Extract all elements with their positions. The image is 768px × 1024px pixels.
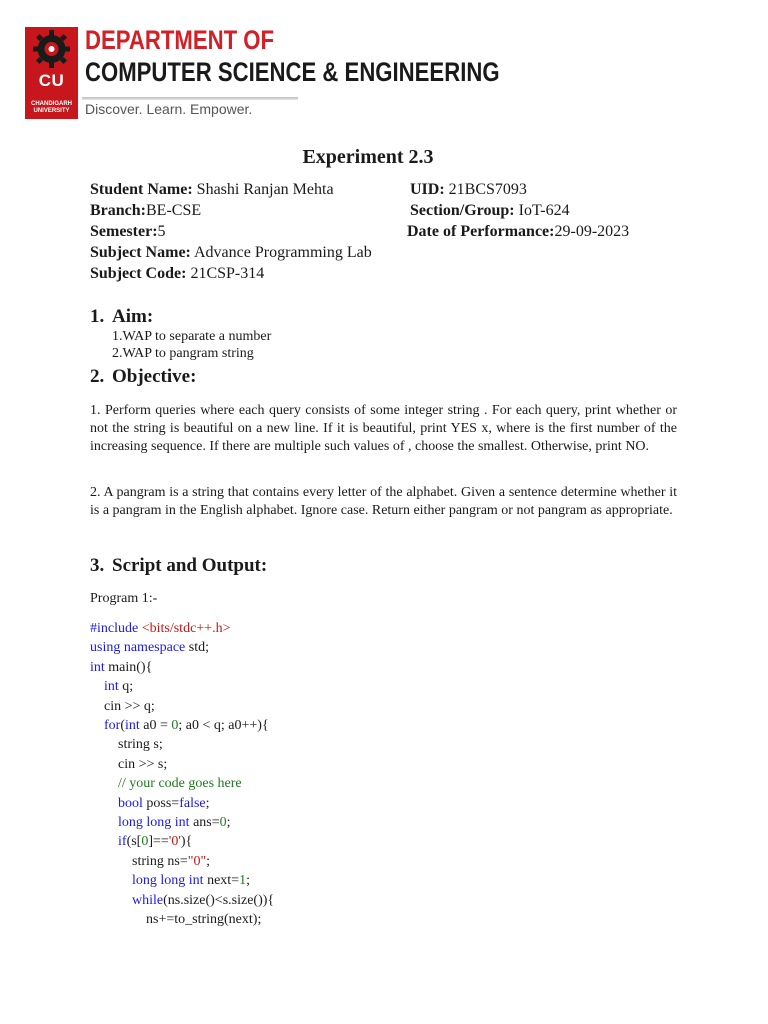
code-token: ( xyxy=(120,718,125,733)
code-token xyxy=(90,834,118,849)
code-line xyxy=(90,757,167,773)
code-line xyxy=(90,640,209,656)
branch-row xyxy=(90,201,201,221)
branch-label: Branch: xyxy=(90,202,146,219)
script-heading-number: 3. xyxy=(90,555,105,576)
uid-label: UID: xyxy=(410,181,445,198)
university-logo xyxy=(25,27,78,119)
code-token: long long int xyxy=(132,873,208,889)
code-token: 0 xyxy=(141,834,149,850)
code-token: for xyxy=(104,718,121,733)
code-line xyxy=(90,776,242,792)
logo-university-line1: CHANDIGARH xyxy=(31,101,72,107)
code-line xyxy=(90,834,192,850)
subject-code-label: Subject Code: xyxy=(90,265,187,282)
code-token: false xyxy=(179,795,206,811)
date-of-performance-label: Date of Performance: xyxy=(407,223,555,240)
section-label: Section/Group: xyxy=(410,202,515,219)
code-token: ; xyxy=(205,795,210,811)
aim-heading-text: Aim: xyxy=(112,306,154,327)
script-heading-text: Script and Output: xyxy=(112,555,268,576)
code-token: a0 = xyxy=(143,718,172,733)
section-value: IoT-624 xyxy=(514,202,570,219)
subject-name-label: Subject Name: xyxy=(90,244,191,261)
code-token: ]== xyxy=(148,834,169,850)
code-token: "0" xyxy=(187,853,207,869)
code-token: string s; xyxy=(90,737,163,753)
uid-value: 21BCS7093 xyxy=(444,181,527,198)
code-line xyxy=(90,873,250,889)
branch-value: BE-CSE xyxy=(146,202,202,219)
code-token: ; xyxy=(226,815,231,830)
code-line xyxy=(90,893,274,909)
semester-row xyxy=(90,222,166,242)
objective-heading-text: Objective: xyxy=(112,366,197,387)
subject-name-row xyxy=(90,243,372,263)
code-token: next= xyxy=(207,873,240,889)
code-line xyxy=(90,912,261,928)
code-token: q; xyxy=(122,679,134,695)
logo-university-line2: UNIVERSITY xyxy=(33,108,70,114)
code-token: using namespace xyxy=(90,640,189,656)
logo-initials: CU xyxy=(38,71,65,90)
code-token: cin >> s; xyxy=(90,756,168,772)
code-token xyxy=(90,796,118,811)
gear-emblem-icon xyxy=(25,27,78,73)
code-line xyxy=(90,699,155,715)
student-name-value: Shashi Ranjan Mehta xyxy=(192,181,334,198)
aim-item: 1.WAP to separate a number xyxy=(112,329,272,344)
code-token: ; a0 < q; a0++){ xyxy=(178,718,269,733)
semester-label: Semester: xyxy=(90,223,158,240)
code-token: (s[ xyxy=(126,834,142,850)
code-line xyxy=(90,796,210,812)
date-of-performance-value: 29-09-2023 xyxy=(554,223,630,240)
department-title-line2: COMPUTER SCIENCE & ENGINEERING xyxy=(85,57,500,87)
code-line xyxy=(90,621,230,637)
code-token: <bits/stdc++.h> xyxy=(141,621,231,636)
code-line xyxy=(90,854,210,870)
code-token: #include xyxy=(90,621,142,636)
code-token: ; xyxy=(206,853,211,869)
program-label: Program 1:- xyxy=(90,591,158,606)
experiment-title: Experiment 2.3 xyxy=(302,146,434,168)
aim-heading xyxy=(90,306,153,328)
code-token xyxy=(90,776,118,791)
code-token xyxy=(90,679,104,694)
code-token: int xyxy=(125,718,144,733)
code-token xyxy=(90,873,132,888)
header-divider xyxy=(82,97,298,100)
code-token: main(){ xyxy=(108,659,153,675)
code-token xyxy=(90,815,118,830)
aim-heading-number: 1. xyxy=(90,306,105,327)
department-title-line1: DEPARTMENT OF xyxy=(85,25,275,55)
objective-paragraph: 1. Perform queries where each query consists of some integer string . For each query, print whether or not the string is beautiful on a new line. If it is beautiful, print YES x, where is the first number of the increasing sequence. If there are multiple such values of , choose the smallest. Otherwise, print NO. xyxy=(90,403,677,454)
code-token xyxy=(90,718,104,733)
code-line xyxy=(90,815,231,831)
code-token: ){ xyxy=(180,834,193,850)
code-token: // your code goes here xyxy=(118,776,242,792)
code-token: int xyxy=(90,659,109,675)
code-token xyxy=(90,893,132,908)
code-token: '0' xyxy=(168,834,181,850)
code-token: long long int xyxy=(118,815,194,830)
code-token: string ns= xyxy=(90,853,188,869)
tagline: Discover. Learn. Empower. xyxy=(85,101,253,117)
code-line xyxy=(90,718,269,734)
objective-heading xyxy=(90,366,196,388)
code-token: ans= xyxy=(193,815,220,830)
objective-heading-number: 2. xyxy=(90,366,105,387)
code-line xyxy=(90,737,163,753)
subject-code-row xyxy=(90,264,264,284)
subject-code-value: 21CSP-314 xyxy=(186,265,265,282)
code-token: if xyxy=(118,834,127,850)
code-token: while xyxy=(132,892,164,908)
code-token: ; xyxy=(246,873,250,889)
script-output-heading xyxy=(90,555,267,577)
date-of-performance-row xyxy=(407,222,629,242)
semester-value: 5 xyxy=(157,223,166,240)
code-token: std; xyxy=(188,640,209,656)
code-token: 1 xyxy=(239,873,247,889)
code-line xyxy=(90,679,133,695)
code-line xyxy=(90,660,152,676)
student-name-label: Student Name: xyxy=(90,181,193,198)
subject-name-value: Advance Programming Lab xyxy=(190,244,372,261)
code-token: bool xyxy=(118,795,147,811)
code-token: 0 xyxy=(219,815,227,830)
code-token: poss= xyxy=(146,795,180,811)
code-token: cin >> q; xyxy=(90,698,155,714)
aim-item: 2.WAP to pangram string xyxy=(112,346,254,361)
student-name-row xyxy=(90,180,334,200)
code-token: (ns.size()<s.size()){ xyxy=(163,892,275,908)
code-token: int xyxy=(104,679,123,695)
code-token: ns+=to_string(next); xyxy=(90,912,262,927)
code-token: 0 xyxy=(171,718,179,733)
objective-paragraph: 2. A pangram is a string that contains every letter of the alphabet. Given a sentence determine whether it is a pangram in the English alphabet. Ignore case. Return either pangram or not pangram as appropriate. xyxy=(90,485,677,518)
uid-row xyxy=(410,180,527,200)
section-row xyxy=(410,201,570,221)
